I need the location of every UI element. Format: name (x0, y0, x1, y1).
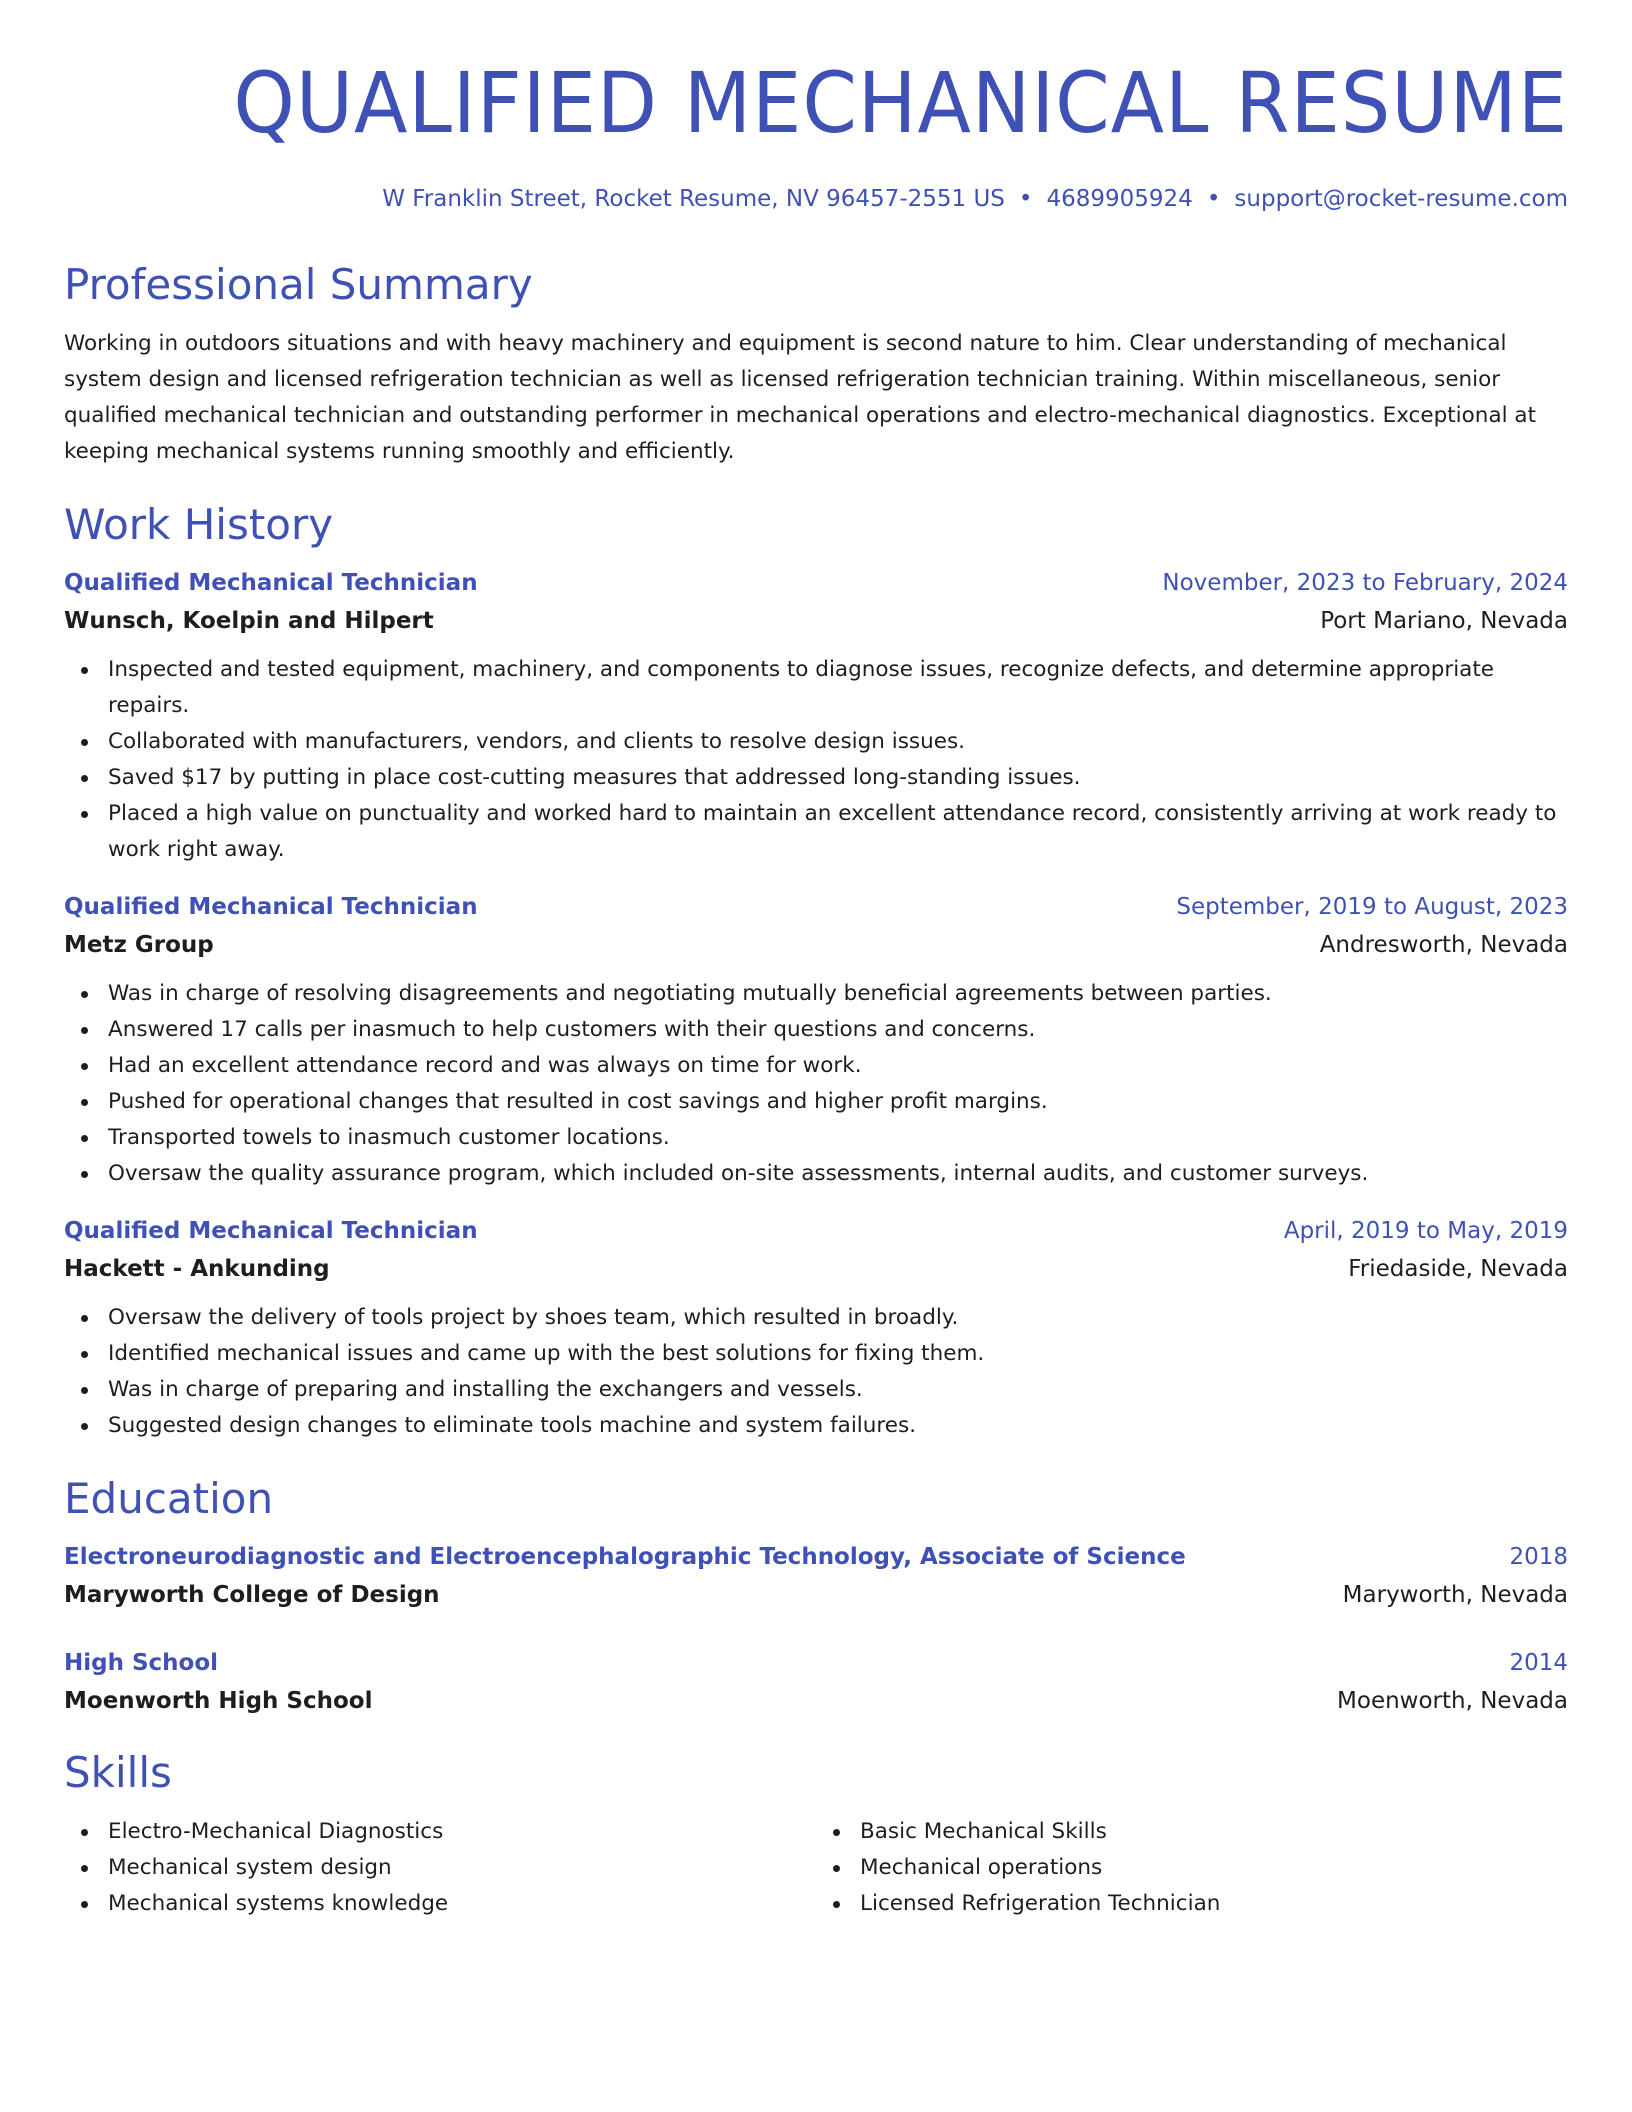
skill-item: Mechanical operations (860, 1850, 1568, 1886)
job-header (64, 1214, 1568, 1248)
contact-separator: • (1206, 186, 1221, 212)
job-subheader (64, 928, 1568, 962)
job-dates: September, 2019 to August, 2023 (1176, 894, 1568, 920)
job-header (64, 566, 1568, 600)
job-entry (64, 890, 1568, 1192)
job-bullet: Pushed for operational changes that resulted in cost savings and higher profit margins. (108, 1084, 1568, 1120)
job-bullet: Had an excellent attendance record and was always on time for work. (108, 1048, 1568, 1084)
job-bullet: Collaborated with manufacturers, vendors, and clients to resolve design issues. (108, 724, 1568, 760)
job-bullet: Inspected and tested equipment, machinery, and components to diagnose issues, recognize defects, and determine appropriate repairs. (108, 652, 1568, 724)
education-subheader (64, 1684, 1568, 1718)
job-header (64, 890, 1568, 924)
contact-address: W Franklin Street, Rocket Resume, NV 96457-2551 US (382, 186, 1005, 212)
education-header (64, 1540, 1568, 1574)
job-entry (64, 566, 1568, 868)
job-bullets (64, 976, 1568, 1192)
education-degree: Electroneurodiagnostic and Electroencephalographic Technology, Associate of Science (64, 1544, 1186, 1570)
job-company: Wunsch, Koelpin and Hilpert (64, 608, 434, 634)
section-title-education: Education (64, 1474, 274, 1523)
education-school: Moenworth High School (64, 1688, 373, 1714)
section-title-work-history: Work History (64, 500, 334, 549)
job-dates: November, 2023 to February, 2024 (1162, 570, 1568, 596)
skill-item: Licensed Refrigeration Technician (860, 1886, 1568, 1922)
job-entry (64, 1214, 1568, 1444)
education-entry (64, 1540, 1568, 1612)
section-title-summary: Professional Summary (64, 260, 533, 309)
job-bullet: Saved $17 by putting in place cost-cutting measures that addressed long-standing issues. (108, 760, 1568, 796)
job-subheader (64, 1252, 1568, 1286)
job-bullets (64, 1300, 1568, 1444)
job-bullet: Was in charge of preparing and installing the exchangers and vessels. (108, 1372, 1568, 1408)
job-bullet: Answered 17 calls per inasmuch to help customers with their questions and concerns. (108, 1012, 1568, 1048)
job-company: Metz Group (64, 932, 214, 958)
job-title: Qualified Mechanical Technician (64, 1218, 478, 1244)
education-subheader (64, 1578, 1568, 1612)
skill-item: Mechanical systems knowledge (108, 1886, 816, 1922)
job-bullet: Oversaw the quality assurance program, which included on-site assessments, internal audits, and customer surveys. (108, 1156, 1568, 1192)
job-location: Port Mariano, Nevada (1320, 608, 1568, 634)
skill-item: Mechanical system design (108, 1850, 816, 1886)
contact-phone: 4689905924 (1046, 186, 1193, 212)
education-header (64, 1646, 1568, 1680)
section-work-history (64, 500, 1568, 1444)
job-bullet: Oversaw the delivery of tools project by shoes team, which resulted in broadly. (108, 1300, 1568, 1336)
education-entry (64, 1646, 1568, 1718)
job-company: Hackett - Ankunding (64, 1256, 330, 1282)
job-title: Qualified Mechanical Technician (64, 570, 478, 596)
section-title-skills: Skills (64, 1748, 172, 1797)
skill-item: Basic Mechanical Skills (860, 1814, 1568, 1850)
job-location: Friedaside, Nevada (1348, 1256, 1568, 1282)
section-education (64, 1474, 1568, 1718)
summary-text: Working in outdoors situations and with heavy machinery and equipment is second nature to him. Clear understanding of mechanical system design and licensed refrigeration technician as well as licensed refrigeration technician training. Within miscellaneous, senior qualified mechanical technician and outstanding performer in mechanical operations and electro-mechanical diagnostics. Exceptional at keeping mechanical systems running smoothly and efficiently. (64, 331, 1537, 464)
contact-line (64, 184, 1568, 214)
education-location: Maryworth, Nevada (1342, 1582, 1568, 1608)
job-subheader (64, 604, 1568, 638)
job-bullet: Placed a high value on punctuality and worked hard to maintain an excellent attendance record, consistently arriving at work ready to work right away. (108, 796, 1568, 868)
resume-header (64, 54, 1569, 214)
skills-left-list (64, 1814, 816, 1922)
education-year: 2014 (1509, 1650, 1568, 1676)
job-dates: April, 2019 to May, 2019 (1283, 1218, 1568, 1244)
job-title: Qualified Mechanical Technician (64, 894, 478, 920)
job-bullet: Transported towels to inasmuch customer locations. (108, 1120, 1568, 1156)
section-skills (64, 1748, 1568, 1922)
education-degree: High School (64, 1650, 219, 1676)
job-bullet: Suggested design changes to eliminate tools machine and system failures. (108, 1408, 1568, 1444)
job-location: Andresworth, Nevada (1319, 932, 1568, 958)
contact-email[interactable]: support@rocket-resume.com (1234, 186, 1568, 212)
skills-right-list (816, 1814, 1568, 1922)
skill-item: Electro-Mechanical Diagnostics (108, 1814, 816, 1850)
job-bullets (64, 652, 1568, 868)
job-bullet: Was in charge of resolving disagreements and negotiating mutually beneficial agreements between parties. (108, 976, 1568, 1012)
contact-separator: • (1018, 186, 1033, 212)
education-location: Moenworth, Nevada (1337, 1688, 1568, 1714)
resume-name: QUALIFIED MECHANICAL RESUME (233, 54, 1569, 152)
skills-columns (64, 1814, 1568, 1922)
education-year: 2018 (1509, 1544, 1568, 1570)
education-school: Maryworth College of Design (64, 1582, 440, 1608)
job-bullet: Identified mechanical issues and came up with the best solutions for fixing them. (108, 1336, 1568, 1372)
